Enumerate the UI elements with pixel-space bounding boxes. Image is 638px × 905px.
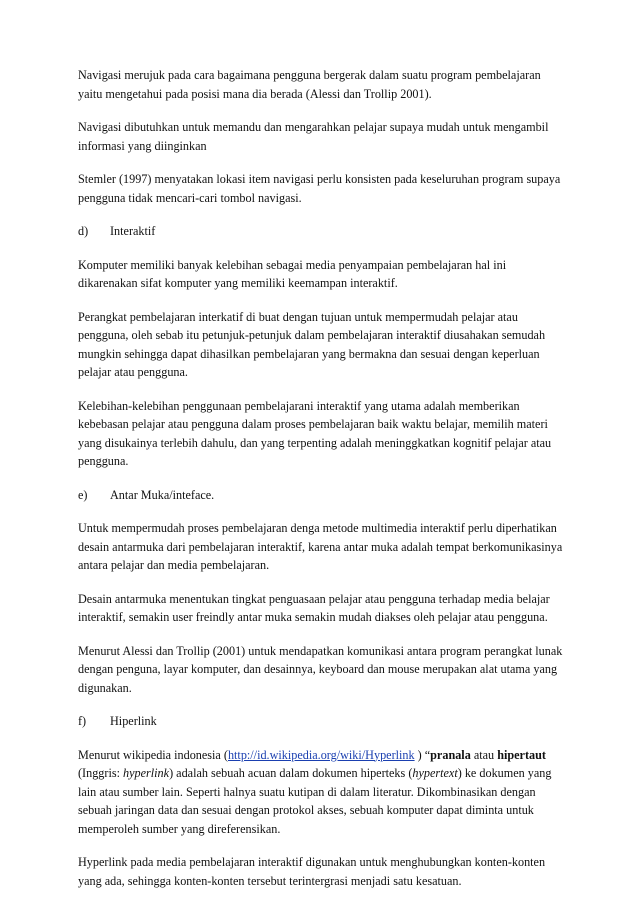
paragraph-stemler: Stemler (1997) menyatakan lokasi item navigasi perlu konsisten pada keseluruhan program supaya pengguna tidak mencari-cari tombol navigasi.	[78, 172, 561, 205]
italic-term: hypertext	[412, 766, 458, 780]
bold-term: hipertaut	[497, 747, 546, 762]
paragraph-kelebihan-interaktif: Kelebihan-kelebihan penggunaan pembelajarani interaktif yang utama adalah memberikan kebebasan pelajar atau pengguna dalam proses pembelajaran baik waktu belajar, memilih materi yang disukainya terlebih dahulu, dan yang terpenting adalah meninggkatkan kognitif pelajar atau pengguna.	[78, 398, 552, 468]
document-page	[78, 66, 564, 905]
text-segment: Menurut wikipedia indonesia (	[78, 747, 228, 762]
bold-term: pranala	[430, 747, 471, 762]
wikipedia-hyperlink[interactable]: http://id.wikipedia.org/wiki/Hyperlink	[227, 747, 415, 762]
paragraph-desain-antarmuka: Desain antarmuka menentukan tingkat penguasaan pelajar atau pengguna terhadap media belajar interaktif, semakin user freindly antar muka semakin mudah diakses oleh pelajar atau pengguna.	[78, 591, 550, 624]
paragraph-desain-antarmuka-intro: Untuk mempermudah proses pembelajaran denga metode multimedia interaktif perlu diperhatikan desain antarmuka dari pembelajaran interaktif, karena antar muka adalah tempat berkomunikasinya antara pelajar dan media pembelajaran.	[78, 521, 563, 572]
paragraph-perangkat-pembelajaran: Perangkat pembelajaran interkatif di buat dengan tujuan untuk mempermudah pelajar atau pengguna, oleh sebab itu petunjuk-petunjuk dalam pembelajaran interaktif diusahakan semudah mungkin sehingga dapat dihasilkan pembelajaran yang bermakna dan sesuai dengan keperluan pelajar atau pengguna.	[78, 309, 546, 379]
text-segment: (Inggris:	[78, 766, 124, 780]
paragraph-alessi-trollip: Menurut Alessi dan Trollip (2001) untuk mendapatkan komunikasi antara program perangkat lunak dengan penguna, layar komputer, dan desainnya, keyboard dan mouse merupakan alat utama yang digunakan.	[78, 643, 563, 695]
heading-interaktif	[78, 222, 564, 241]
heading-marker: e)	[78, 487, 88, 502]
heading-marker: f)	[78, 714, 87, 728]
text-segment: ) ke dokumen yang lain atau sumber lain. Seperti halnya suatu kutipan di dalam literatur. Dikombinasikan dengan sebuah jaringan data dan sesuai dengan protokol akses, sebuah komputer dapat diminta untuk memperoleh sumber yang direferensikan.	[78, 766, 552, 836]
heading-marker: d)	[78, 224, 89, 238]
paragraph-navigasi-purpose: Navigasi dibutuhkan untuk memandu dan mengarahkan pelajar supaya mudah untuk mengambil informasi yang diinginkan	[78, 120, 549, 153]
heading-antar-muka	[78, 486, 564, 505]
text-segment: ) “	[414, 747, 431, 762]
text-segment: ) adalah sebuah acuan dalam dokumen hiperteks (	[169, 766, 413, 780]
heading-label: Antar Muka/inteface.	[110, 487, 215, 502]
paragraph-komputer-kelebihan: Komputer memiliki banyak kelebihan sebagai media penyampaian pembelajaran hal ini dikarenakan sifat komputer yang memiliki keemampan interaktif.	[78, 257, 507, 290]
paragraph-wikipedia-definition	[78, 746, 564, 839]
paragraph-navigasi-definition: Navigasi merujuk pada cara bagaimana pengguna bergerak dalam suatu program pembelajaran yaitu mengetahui pada posisi mana dia berada (Alessi dan Trollip 2001).	[78, 68, 541, 101]
text-segment: atau	[470, 747, 498, 762]
paragraph-hyperlink-usage: Hyperlink pada media pembelajaran interaktif digunakan untuk menghubungkan konten-konten yang ada, sehingga konten-konten tersebut terintergrasi menjadi satu kesatuan.	[78, 855, 546, 888]
heading-label: Interaktif	[110, 224, 156, 238]
heading-hiperlink	[78, 712, 564, 731]
italic-term: hyperlink	[123, 766, 170, 780]
heading-label: Hiperlink	[110, 714, 157, 728]
